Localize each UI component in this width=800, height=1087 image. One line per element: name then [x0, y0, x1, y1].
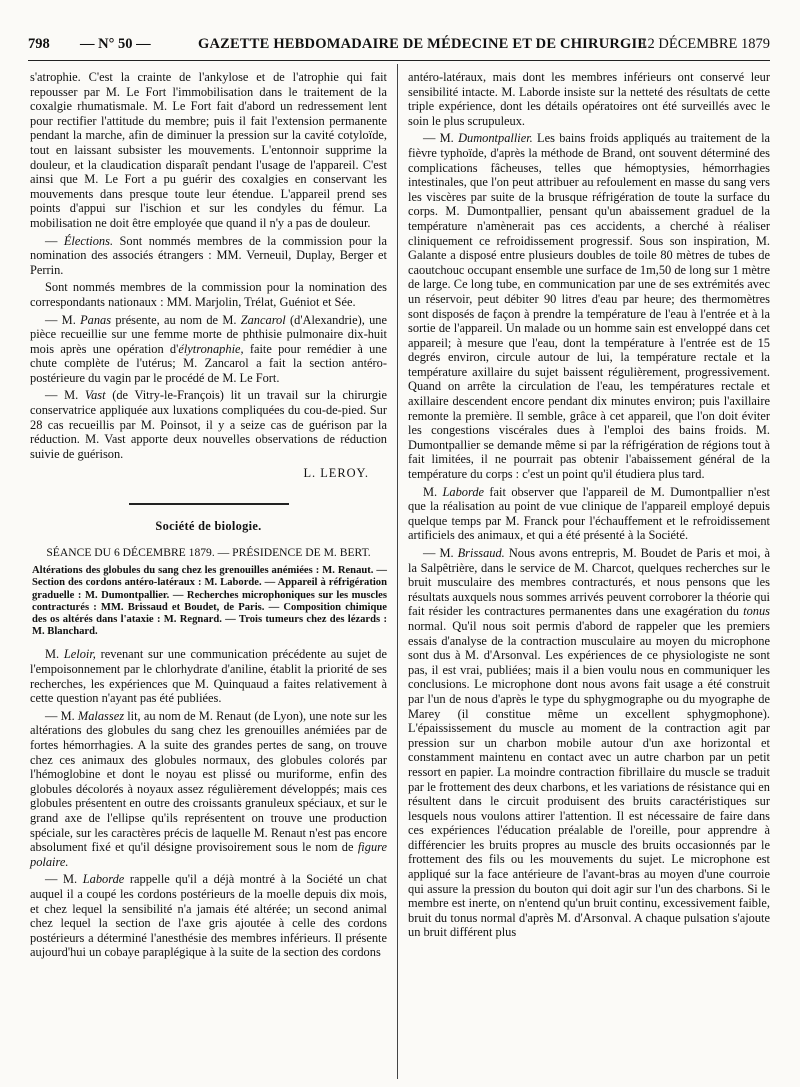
section-separator	[129, 503, 289, 505]
page-number: 798	[28, 36, 50, 52]
paragraph: M. Leloir, revenant sur une communication précédente au sujet de l'empoisonnement par le chlorhydrate d'aniline, établit la priorité de ses recherches, les expériences que M. Quinquaud a faites relativement à cette question n'ayant pas été publiées.	[30, 647, 387, 706]
journal-title: GAZETTE HEBDOMADAIRE DE MÉDECINE ET DE CHIRURGIE	[198, 36, 648, 52]
session-summary: Altérations des globules du sang chez les grenouilles anémiées : M. Renaut. — Section des cordons antéro-latéraux : M. Laborde. — Appareil à réfrigération graduelle : M. Dumontpallier. — Recherches microphoniques sur les muscles contracturés : MM. Brissaud et Boudet, de Paris. — Composition chimique des os altérés dans l'ataxie : M. Regnard. — Trois tumeurs chez des lézards : M. Blanchard.	[32, 565, 387, 638]
left-column	[30, 70, 387, 960]
running-head	[28, 36, 770, 62]
issue-number: — N° 50 —	[80, 36, 151, 52]
paragraph: — M. Malassez lit, au nom de M. Renaut (de Lyon), une note sur les altérations des globules du sang chez les grenouilles anémiées par de fortes hémorrhagies. A la suite des grandes pertes de sang, on trouve chez ces animaux des globules normaux, des globules colorés par l'hémoglobine et dont le noyau est plissé ou muriforme, enfin des globules décolorés à noyaux assez régulièrement développés; mais ces globules présentent en outre des croissants granuleux spéciaux, et sur le grand axe de l'ellipse qu'ils représentent on trouve une production spéciale, sur les caractères précis de laquelle M. Renaut n'est pas encore absolument fixé et qu'il désigne provisoirement sous le nom de figure polaire.	[30, 708, 387, 869]
paragraph: — M. Vast (de Vitry-le-François) lit un travail sur la chirurgie conservatrice appliquée aux luxations compliquées du cou-de-pied. Sur 28 cas recueillis par M. Poinsot, il y a seize cas de guérison par la réduction. M. Vast apporte deux nouvelles observations de réduction suivie de guérison.	[30, 388, 388, 461]
issue-date: 12 DÉCEMBRE 1879	[640, 36, 770, 52]
paragraph: antéro-latéraux, mais dont les membres inférieurs ont conservé leur sensibilité intacte. M. Laborde insiste sur la netteté des résultats de cette triple expérience, dont les détails opératoires ont été surveillés avec le soin le plus scrupuleux.	[408, 70, 770, 128]
paragraph: Sont nommés membres de la commission pour la nomination des correspondants nationaux : MM. Marjolin, Trélat, Guéniot et Sée.	[30, 280, 387, 309]
right-column	[408, 70, 770, 940]
header-rule	[28, 60, 770, 61]
paragraph: — M. Brissaud. Nous avons entrepris, M. Boudet de Paris et moi, à la Salpêtrière, dans le service de M. Charcot, quelques recherches sur le bruit musculaire des membres contracturés, et nous pensons que les résultats auxquels nous sommes arrivés peuvent corroborer la théorie qui fait résider les contractures permanentes dans une exagération du tonus normal. Qu'il nous soit permis d'abord de rappeler que les premiers essais d'analyse de la contraction musculaire au moyen du microphone sont dus à M. d'Arsonval. Les expériences de ce physiologiste ne sont pas, il est vrai, publiées; mais il a bien voulu nous en communiquer les conclusions. Le microphone dont nous avons fait usage a été construit par l'un de nous d'après le type du sphygmographe ou du myographe de Marey (il constitue même un excellent sphygmophone). L'épaississement du muscle au moment de la contraction agit par pression sur un charbon mobile autour d'un axe horizontal et constamment maintenu en contact avec un autre charbon par un petit ressort en papier. La moindre contraction fibrillaire du muscle se traduit par le frottement des deux charbons, et les variations de résistance qui en résultent dans le circuit produisent des bruits caractéristiques sur lesquels nous voulons attirer l'attention. Il est nécessaire de faire dans ces expériences l'éducation préalable de l'oreille, pour apprendre à différencier les bruits propres au muscle des bruits occasionnés par le frottement des fils ou les mouvements du sujet. Le microphone est appliqué sur la face antérieure de l'avant-bras au moyen d'une courroie qui assure la pression du bouton qui doit agir sur l'un des charbons. Si le membre est inerte, on n'entend qu'un bruit continu, excessivement faible, bruit du tonus normal d'après M. d'Arsonval. A chaque pulsation s'ajoute un bruit différent plus	[408, 546, 770, 940]
session-heading: SÉANCE DU 6 DÉCEMBRE 1879. — PRÉSIDENCE DE M. BERT.	[46, 545, 371, 559]
paragraph: — M. Dumontpallier. Les bains froids appliqués au traitement de la fièvre typhoïde, d'après la méthode de Brand, ont souvent déterminé des complications fâcheuses, telles que hémoptysies, hémorrhagies intestinales, que l'on peut attribuer au refoulement en masse du sang vers les viscères par suite de la brusque réfrigération de toute la surface du corps. M. Dumontpallier, pensant qu'un abaissement graduel de la température n'amènerait pas ces accidents, a cherché à réaliser cliniquement ce refroidissement progressif. Sous son inspiration, M. Galante a disposé entre plusieurs doubles de toile 80 mètres de tubes de caoutchouc occupant ensemble une surface de 1m,50 de long sur 1 mètre de large. Ce long tube, en communication par une de ses extrémités avec un réservoir, peut débiter 90 litres d'eau par heure; des thermomètres sont disposés de façon à prendre la température de l'eau à l'entrée et à la sortie de l'appareil. Un malade ou un homme sain est enveloppé dans cet appareil; à mesure que l'eau, dont la température à l'entrée est de 15 degrés environ, circule autour de lui, la température rectale et la température axillaire du sujet baissent régulièrement, progressivement. Quand on arrête la circulation de l'eau, les températures rectale et axillaire descendent encore pendant dix minutes environ; puis l'axillaire remonte la première. Il semble, grâce à cet appareil, que l'on doit éviter les congestions viscérales dues à l'emploi des bains froids. M. Dumontpallier se demande même si par la réfrigération de régions tout à fait limitées, il ne pourrait pas obtenir l'abaissement général de la température du corps : c'est un point qu'il étudiera plus tard.	[408, 131, 771, 482]
paragraph: — Élections. Sont nommés membres de la commission pour la nomination des associés étrangers : MM. Verneuil, Duplay, Berger et Perrin.	[30, 233, 387, 277]
paragraph: — M. Panas présente, au nom de M. Zancarol (d'Alexandrie), une pièce recueillie sur une femme morte de phthisie pulmonaire dix-huit mois après une opération d'élytronaphie, faite pour remédier à une chute complète de l'utérus; M. Zancarol a fait la section antéro-postérieure du vagin par le procédé de M. Le Fort.	[30, 312, 387, 385]
paragraph: — M. Laborde rappelle qu'il a déjà montré à la Société un chat auquel il a coupé les cordons postérieurs de la moelle depuis dix mois, et chez lequel la sensibilité n'a jamais été altérée; un second animal chez lequel la section de l'axe gris ajoutée à celle des cordons postérieurs a déterminé l'anesthésie des membres inférieurs. Il présente aujourd'hui un cobaye paraplégique à la suite de la section des cordons	[30, 872, 387, 960]
paragraph: s'atrophie. C'est la crainte de l'ankylose et de l'atrophie qui fait repousser par M. Le Fort l'immobilisation dans le traitement de la coxalgie rhumatismale. M. Le Fort fait d'abord un redressement lent pour rectifier l'attitude du membre; puis il fait l'extension permanente pendant la marche, afin de diminuer la pression sur la cavité cotyloïde, tout en laissant subsister les mouvements. L'entonnoir supprime la douleur, et la claudication disparaît pendant l'usage de l'appareil. C'est ainsi que M. Le Fort a pu guérir des coxalgies en conservant les mouvements dans presque toute leur étendue. L'appareil prend ses points d'appui sur l'ischion et sur les condyles du fémur. La mobilisation ne doit être employée que quand il n'y a pas de douleur.	[30, 70, 387, 230]
paragraph: M. Laborde fait observer que l'appareil de M. Dumontpallier n'est que la réalisation au point de vue clinique de l'appareil employé depuis quelque temps par M. Franck pour l'échauffement et le refroidissement artificiels des animaux, et qui a été présenté à la Société.	[408, 484, 770, 543]
section-title: Société de biologie.	[155, 519, 262, 534]
author-signature: L. LEROY.	[303, 466, 369, 481]
column-rule	[397, 64, 398, 1079]
